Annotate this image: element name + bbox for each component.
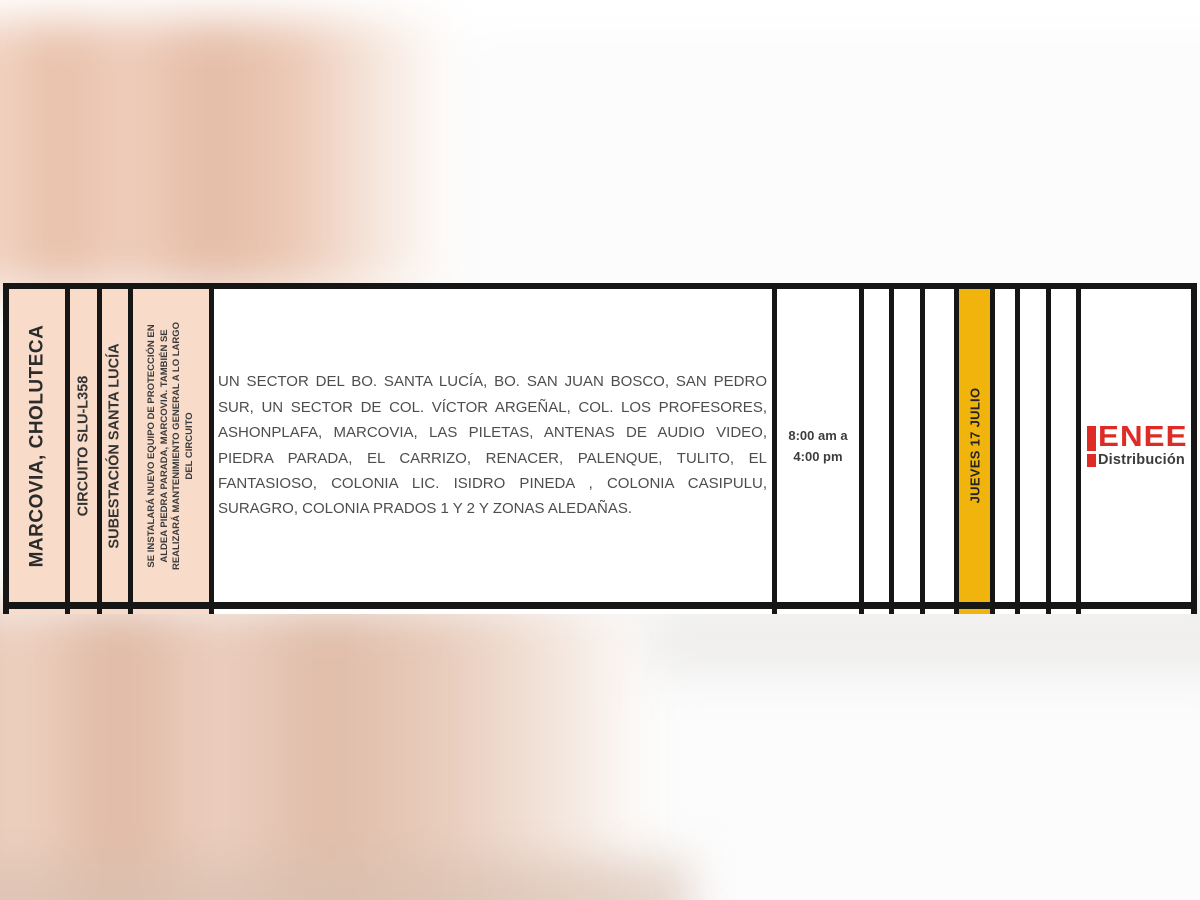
spacer-cell-2: [894, 289, 920, 602]
spacer-cell-5: [1020, 289, 1046, 602]
outage-table: [3, 283, 1197, 614]
next-row-sliver-4: [133, 609, 209, 614]
affected-areas-cell: [214, 289, 772, 602]
circuit-cell: [70, 289, 97, 602]
enee-logo-textblock: [1098, 420, 1188, 468]
spacer-cell-1: [864, 289, 889, 602]
schedule-cell: [777, 289, 859, 602]
next-row-sliver-5: [214, 609, 772, 614]
next-row-sliver-8: [894, 609, 920, 614]
next-row-sliver-13: [1051, 609, 1076, 614]
substation-cell: [102, 289, 128, 602]
enee-division-text: Distribución: [1098, 451, 1185, 468]
background-bottom-dark-blob: [0, 860, 690, 900]
schedule-line2: 4:00 pm: [793, 448, 843, 464]
work-description-cell: [133, 289, 209, 602]
next-row-sliver-1: [9, 609, 65, 614]
background-top-pink-blob: [0, 20, 460, 290]
affected-areas-text: UN SECTOR DEL BO. SANTA LUCÍA, BO. SAN JUAN BOSCO, SAN PEDRO SUR, UN SECTOR DE COL. VÍCTOR ARGEÑAL, COL. LOS PROFESORES, ASHONPLAFA, MARCOVIA, LAS PILETAS, ANTENAS DE AUDIO VIDEO, PIEDRA PARADA, EL CARRIZO, RENACER, PALENQUE, TULITO, EL FANTASIOSO, COLONIA LIC. ISIDRO PINEDA , COLONIA CASIPULU, SURAGRO, COLONIA PRADOS 1 Y 2 Y ZONAS ALEDAÑAS.: [218, 373, 767, 518]
location-cell: [9, 289, 65, 602]
next-row-sliver-3: [102, 609, 128, 614]
location-text: MARCOVIA, CHOLUTECA: [26, 324, 47, 567]
spacer-cell-6: [1051, 289, 1076, 602]
next-row-sliver-11: [995, 609, 1015, 614]
circuit-text: CIRCUITO SLU-L358: [75, 375, 92, 516]
schedule-line1: 8:00 am a: [788, 427, 848, 443]
spacer-cell-3: [925, 289, 954, 602]
next-row-sliver-12: [1020, 609, 1046, 614]
next-row-sliver-10: [959, 609, 990, 614]
next-row-sliver-9: [925, 609, 954, 614]
next-row-sliver-6: [777, 609, 859, 614]
enee-logo-bar-icon: [1087, 426, 1096, 467]
substation-text: SUBESTACIÓN SANTA LUCÍA: [107, 342, 123, 549]
date-cell: [959, 289, 990, 602]
date-text: JUEVES 17 JULIO: [967, 387, 982, 504]
work-description-text: SE INSTALARÁ NUEVO EQUIPO DE PROTECCIÓN EN ALDEA PIEDRA PARADA, MARCOVIA. TAMBIÉN SE REALIZARÁ MANTENIMIENTO GENERAL A LO LARGO DEL CIRCUITO: [146, 321, 195, 570]
enee-brand-text: ENEE: [1098, 420, 1188, 453]
enee-logo: [1087, 420, 1188, 468]
next-row-sliver-2: [70, 609, 97, 614]
spacer-cell-4: [995, 289, 1015, 602]
next-row-sliver-14: [1081, 609, 1191, 614]
next-row-sliver-7: [864, 609, 889, 614]
background-bottom-pink-blob: [0, 608, 650, 900]
logo-cell: [1081, 289, 1191, 602]
